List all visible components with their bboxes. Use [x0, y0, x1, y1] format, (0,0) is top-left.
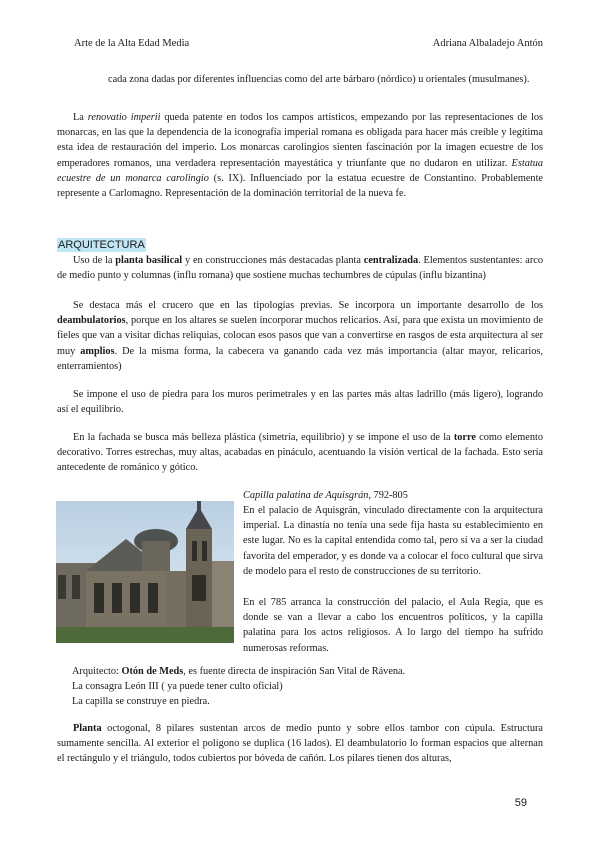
page-number: 59 [514, 797, 527, 809]
paragraph-planta-octogonal: Planta octogonal, 8 pilares sustentan arcos de medio punto y sobre ellos tambor con cúpula. Estructura sumamente sencilla. Al exterior el polígono se duplica (16 lados). El deambulatorio lo forman espacios que alternan el rectángulo y el triángulo, todos cubiertos por bóveda de cañón. Los pilares tienen dos alturas, [57, 723, 543, 765]
paragraph-crucero: Se destaca más el crucero que en las tipologías previas. Se incorpora un importante desarrollo de los deambulatorios, porque en los altares se suelen incorporar muchos relicarios. Así, para que exista un movimiento de fieles que van a visitar dichas reliquias, colocan esos pasos que van a convertirse en rasgos de esta arquitectura al ser muy amplios. De la misma forma, la cabecera va ganando cada vez más importancia (altar mayor, relicarios, enterramientos) [57, 300, 543, 372]
paragraph-fachada: En la fachada se busca más belleza plástica (simetría, equilibrio) y se impone el uso de la torre como elemento decorativo. Torres estrechas, muy altas, acabadas en pináculo, acentuando la visión vertical de la fachada. Esto sería antecedente de románico y gótico. [57, 432, 543, 474]
aachen-chapel-photo [56, 501, 234, 643]
section-title: ARQUITECTURA [58, 239, 145, 251]
header-left: Arte de la Alta Edad Media [74, 38, 190, 49]
paragraph-piedra: Se impone el uso de piedra para los muros perimetrales y en las partes más altas ladrillo (más ligero), logrando así el equilibrio. [57, 389, 543, 416]
capilla-text-1: En el palacio de Aquisgrán, vinculado directamente con la arquitectura imperial. La dinastía no tenía una sede fija hasta su establecimiento en este lugar. No es la capital entendida como tal, pero sí va a ser la ciudad favorita del emperador, y es donde va a colocar el foco cultural que sirva de modelo para el resto de construcciones de su territorio. [243, 505, 543, 577]
paragraph-continuation: cada zona dadas por diferentes influencias como del arte bárbaro (nórdico) u orientales (musulmanes). [108, 74, 530, 85]
piedra-line: La capilla se construye en piedra. [72, 696, 210, 707]
paragraph-planta-basilical: Uso de la planta basilical y en construcciones más destacadas planta centralizada. Elementos sustentantes: arco de medio punto y columnas (influ romana) que sostiene muchas techumbres de cúpulas (influ bizantina) [57, 255, 543, 282]
paragraph-renovatio: La renovatio imperii queda patente en todos los campos artísticos, empezando por las representaciones de los monarcas, en las que la dependencia de la iconografía imperial romana es obligada para hacer más creíble y legítima esta idea de restauración del imperio. Los monarcas carolingios sienten fascinación por la imagen ecuestre de los emperadores romanos, una verdadera representación mayestática y triunfante que no dudaron en utilizar. Estatua ecuestre de un monarca carolingio (s. IX). Influenciado por la estatua ecuestre de Constantino. Probablemente represente a Carlomagno. Representación de la dominación territorial de la nueva fe. [57, 112, 543, 200]
consagra-line: La consagra León III ( ya puede tener culto oficial) [72, 681, 283, 692]
capilla-caption: Capilla palatina de Aquisgrán, 792-805 [243, 490, 408, 501]
capilla-text-2: En el 785 arranca la construcción del palacio, el Aula Regia, que es donde se van a llevar a cabo los encuentros políticos, y la capilla palatina para los actos religiosos. A lo largo del tiempo ha sufrido numerosas reformas. [243, 597, 543, 654]
header-right: Adriana Albaladejo Antón [432, 38, 543, 49]
arquitecto-line: Arquitecto: Otón de Meds, es fuente directa de inspiración San Vital de Rávena. [72, 666, 406, 677]
